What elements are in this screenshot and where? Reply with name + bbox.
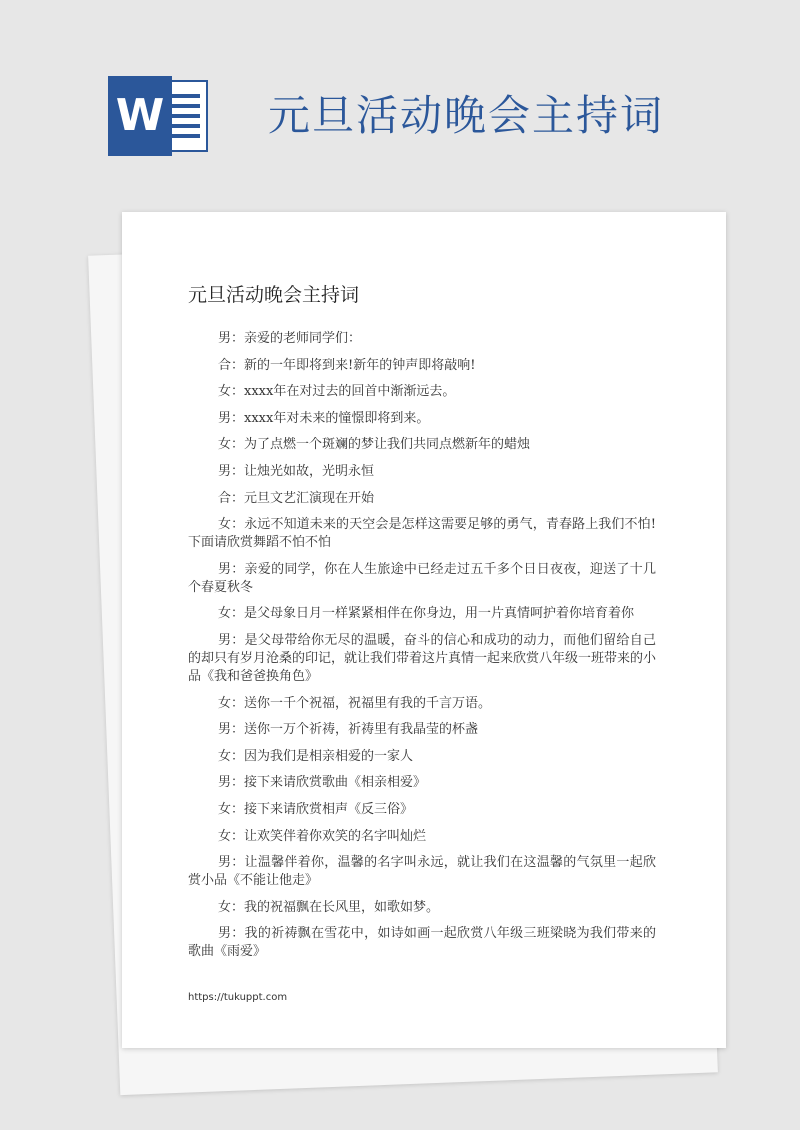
document-page bbox=[122, 212, 726, 1048]
paragraph: 女：我的祝福飘在长风里，如歌如梦。 bbox=[218, 899, 440, 915]
paragraph: 女：是父母象日月一样紧紧相伴在你身边，用一片真情呵护着你培育着你 bbox=[218, 606, 635, 622]
paragraph: 男：让烛光如故，光明永恒 bbox=[218, 463, 375, 479]
paragraph: 合：元旦文艺汇演现在开始 bbox=[218, 490, 375, 506]
paragraph: 女：因为我们是相亲相爱的一家人 bbox=[218, 748, 414, 764]
word-letter-badge: W bbox=[108, 76, 172, 156]
paragraph: 女：让欢笑伴着你欢笑的名字叫灿烂 bbox=[218, 828, 427, 844]
paragraph: 男：我的祈祷飘在雪花中，如诗如画一起欣赏八年级三班梁晓为我们带来的歌曲《雨爱》 bbox=[188, 926, 656, 960]
paragraph: 女：送你一千个祝福，祝福里有我的千言万语。 bbox=[218, 695, 492, 711]
paragraph: 男：亲爱的老师同学们： bbox=[218, 331, 362, 346]
paragraph: 女：永远不知道未来的天空会是怎样这需要足够的勇气，青春路上我们不怕!下面请欣赏舞蹈不怕不怕 bbox=[188, 517, 656, 551]
paragraph: 男：送你一万个祈祷，祈祷里有我晶莹的杯盏 bbox=[218, 722, 479, 738]
paragraph: 合：新的一年即将到来!新年的钟声即将敲响! bbox=[218, 357, 476, 373]
paragraph-list bbox=[188, 330, 656, 970]
document-title: 元旦活动晚会主持词 bbox=[188, 284, 360, 306]
paragraph: 男：亲爱的同学，你在人生旅途中已经走过五千多个日日夜夜，迎送了十几个春夏秋冬 bbox=[188, 561, 656, 595]
header-title: 元旦活动晚会主持词 bbox=[268, 91, 665, 140]
header bbox=[108, 76, 708, 156]
paragraph: 男：是父母带给你无尽的温暖，奋斗的信心和成功的动力，而他们留给自己的却只有岁月沧桑的印记，就让我们带着这片真情一起来欣赏八年级一班带来的小品《我和爸爸换角色》 bbox=[188, 632, 657, 684]
paragraph: 女：xxxx年在对过去的回首中渐渐远去。 bbox=[218, 384, 456, 400]
footer-url: https://tukuppt.com bbox=[188, 992, 288, 1003]
paragraph: 女：接下来请欣赏相声《反三俗》 bbox=[218, 801, 414, 817]
paragraph: 女：为了点燃一个斑斓的梦让我们共同点燃新年的蜡烛 bbox=[218, 437, 531, 453]
paragraph: 男：接下来请欣赏歌曲《相亲相爱》 bbox=[218, 775, 427, 791]
paragraph: 男：让温馨伴着你，温馨的名字叫永远，就让我们在这温馨的气氛里一起欣赏小品《不能让他走》 bbox=[188, 855, 656, 889]
paragraph: 男：xxxx年对未来的憧憬即将到来。 bbox=[218, 410, 430, 426]
word-icon bbox=[108, 76, 212, 156]
